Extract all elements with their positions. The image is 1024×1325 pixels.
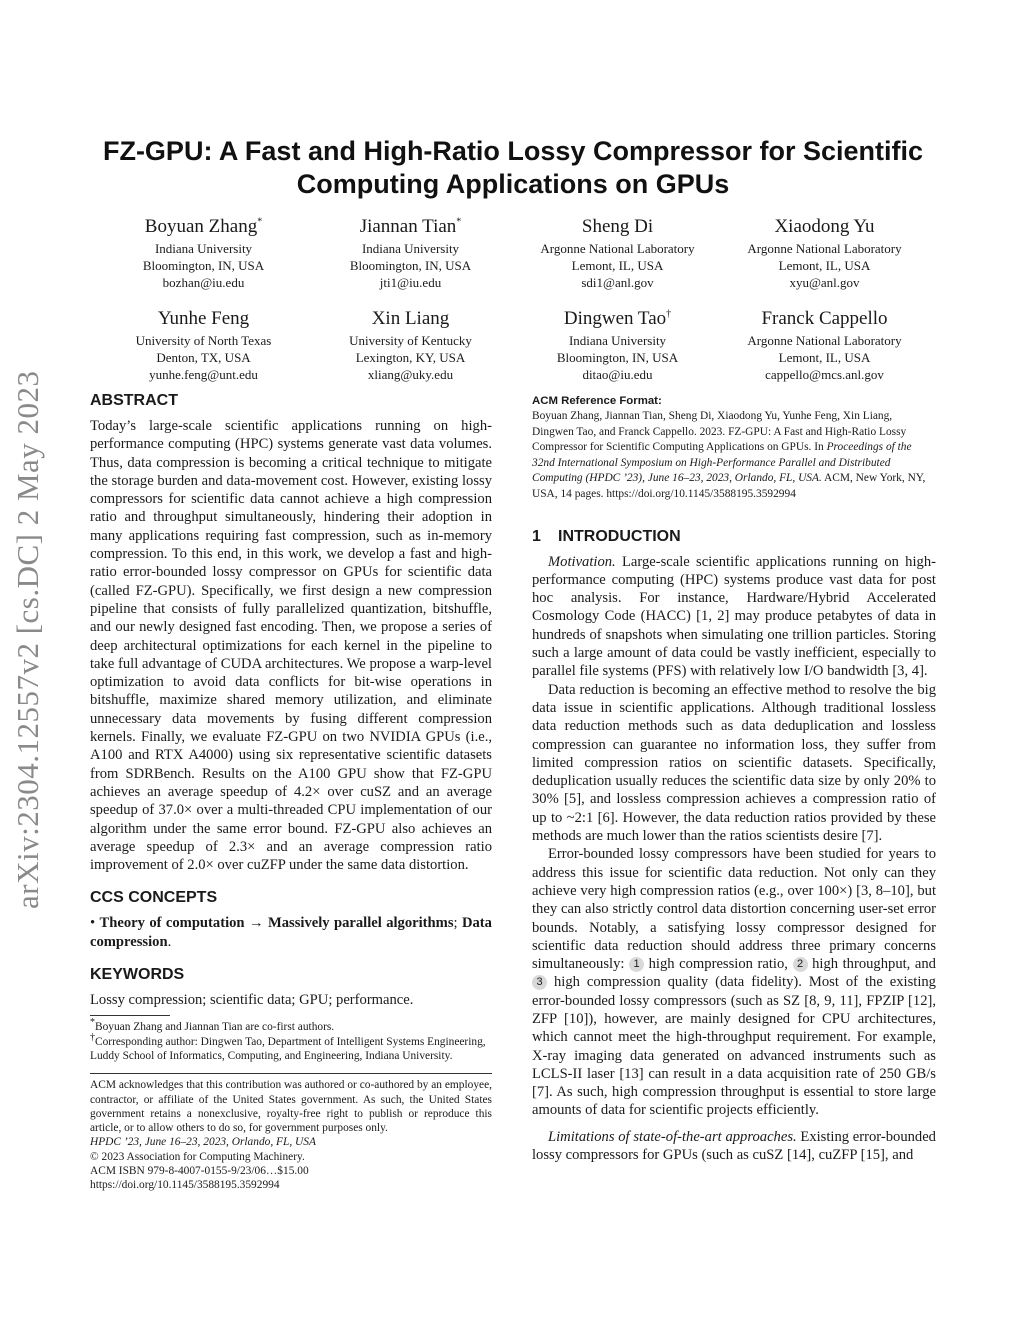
footnote-1: *Boyuan Zhang and Jiannan Tian are co-first authors.	[90, 1017, 335, 1034]
author-name: Sheng Di	[581, 216, 654, 237]
author-location: Lexington, KY, USA	[355, 350, 466, 365]
circled-number-3: 3	[532, 975, 547, 990]
author-affiliation: Indiana University	[154, 241, 253, 256]
author-email: jti1@iu.edu	[379, 275, 442, 290]
author-location: Bloomington, IN, USA	[142, 258, 265, 273]
acm-reference-text: Boyuan Zhang, Jiannan Tian, Sheng Di, Xiaodong Yu, Yunhe Feng, Xin Liang, Dingwen Tao, and Franck Cappello. 2023. FZ-GPU: A Fast and High-Ratio Lossy Compressor for Scientific Computing Applications on GPUs. In Proceedings of the 32nd International Symposium on High-Performance Parallel and Distributed Computing (HPDC ’23), June 16–23, 2023, Orlando, FL, USA. ACM, New York, NY, USA, 14 pages. https://doi.org/10.1145/3588195.3592994	[532, 410, 926, 500]
author-location: Lemont, IL, USA	[778, 258, 871, 273]
acm-venue: HPDC ’23, June 16–23, 2023, Orlando, FL, USA	[90, 1136, 316, 1149]
author-email: yunhe.feng@unt.edu	[149, 367, 258, 382]
footnote-2: †Corresponding author: Dingwen Tao, Department of Intelligent Systems Engineering, Luddy School of Informatics, Computing, and Engineering, Indiana University.	[90, 1031, 486, 1062]
author-block	[307, 214, 514, 291]
author-block	[100, 306, 307, 383]
author-email: xliang@uky.edu	[367, 367, 454, 382]
author-location: Bloomington, IN, USA	[349, 258, 472, 273]
left-column	[90, 391, 492, 1193]
acm-copyright: © 2023 Association for Computing Machinery.	[90, 1150, 305, 1163]
author-email: ditao@iu.edu	[582, 367, 653, 382]
acm-isbn: ACM ISBN 979-8-4007-0155-9/23/06…$15.00	[90, 1164, 309, 1177]
ccs-heading: CCS CONCEPTS	[90, 889, 218, 907]
author-location: Lemont, IL, USA	[571, 258, 664, 273]
intro-paragraph-3: Error-bounded lossy compressors have been studied for years to address this issue for scientific data reduction. Not only can they achieve very high compression ratios (e.g., over 100×) [3, 8–10], but they can also strictly control data distortion concerning user-set error bounds. Notably, a satisfying lossy compressor designed for scientific data reduction should address three primary concerns simultaneously: 1 high compression ratio, 2 high throughput, and 3 high compression quality (data fidelity). Most of the existing error-bounded lossy compressors (such as SZ [8, 9, 11], FPZIP [12], ZFP [10]), however, are mainly designed for CPU architectures, which cannot meet the high-throughput requirement. For example, X-ray imaging data generated on advanced instruments such as LCLS-II laser [13] can result in a data acquisition rate of 250 GB/s [7]. As such, high compression throughput is essential to store large amounts of data for scientific projects efficiently.	[532, 846, 936, 1119]
acm-doi-link[interactable]: https://doi.org/10.1145/3588195.3592994	[90, 1179, 280, 1192]
author-affiliation: University of North Texas	[135, 333, 272, 348]
abstract-heading: ABSTRACT	[90, 392, 178, 409]
author-block	[721, 214, 928, 291]
author-block	[721, 306, 928, 383]
author-location: Bloomington, IN, USA	[556, 350, 679, 365]
author-affiliation: Indiana University	[568, 333, 667, 348]
intro-paragraph-1: Motivation. Large-scale scientific applications running on high-performance computing (HPC) systems produce vast data for post hoc analysis. For instance, Hardware/Hybrid Accelerated Cosmology Code (HACC) [1, 2] may produce petabytes of data in hundreds of snapshots when simulating one trillion particles. Storing such a large amount of data could be vastly inefficient, especially to parallel file systems (PFS) with relatively low I/O bandwidth [3, 4].	[532, 553, 936, 680]
author-block	[307, 306, 514, 383]
author-name: Dingwen Tao†	[563, 308, 672, 329]
intro-paragraph-4: Limitations of state-of-the-art approaches. Existing error-bounded lossy compressors for GPUs (such as cuSZ [14], cuZFP [15], and	[532, 1128, 936, 1164]
footnote-rule	[90, 1015, 170, 1016]
author-block	[100, 214, 307, 291]
author-location: Denton, TX, USA	[156, 350, 251, 365]
circled-number-2: 2	[793, 957, 808, 972]
author-affiliation: Indiana University	[361, 241, 460, 256]
author-location: Lemont, IL, USA	[778, 350, 871, 365]
section-heading-introduction: 1 INTRODUCTION	[532, 527, 681, 545]
author-block	[514, 214, 721, 291]
author-affiliation: University of Kentucky	[349, 333, 472, 348]
author-block	[514, 306, 721, 383]
author-name: Xiaodong Yu	[774, 216, 875, 237]
acm-reference-heading: ACM Reference Format:	[532, 395, 662, 407]
author-row-2	[100, 306, 928, 383]
author-affiliation: Argonne National Laboratory	[747, 333, 902, 348]
right-column	[532, 394, 936, 1164]
keywords-text: Lossy compression; scientific data; GPU; performance.	[90, 992, 414, 1009]
ccs-concepts: • Theory of computation → Massively parallel algorithms; Data compression.	[90, 915, 492, 950]
author-name: Jiannan Tian*	[359, 216, 462, 237]
author-name: Franck Cappello	[761, 308, 888, 329]
acm-box-rule	[90, 1073, 492, 1074]
author-name: Boyuan Zhang*	[144, 216, 263, 237]
author-email: bozhan@iu.edu	[162, 275, 245, 290]
author-email: xyu@anl.gov	[789, 275, 860, 290]
author-email: cappello@mcs.anl.gov	[765, 367, 884, 382]
author-name: Yunhe Feng	[157, 308, 250, 329]
author-email: sdi1@anl.gov	[581, 275, 654, 290]
acm-acknowledgement: ACM acknowledges that this contribution was authored or co-authored by an employee, contractor, or affiliate of the United States government. As such, the United States government retains a nonexclusive, royalty-free right to publish or reproduce this article, or to allow others to do so, for government purposes only.	[90, 1079, 492, 1135]
arxiv-watermark: arXiv:2304.12557v2 [cs.DC] 2 May 2023	[10, 370, 45, 910]
author-name: Xin Liang	[371, 308, 450, 329]
author-row-1	[100, 214, 928, 291]
author-affiliation: Argonne National Laboratory	[540, 241, 695, 256]
paper-title: FZ-GPU: A Fast and High-Ratio Lossy Compressor for Scientific Computing Applications on GPUs	[102, 136, 924, 199]
keywords-heading: KEYWORDS	[90, 966, 185, 984]
author-affiliation: Argonne National Laboratory	[747, 241, 902, 256]
circled-number-1: 1	[629, 957, 644, 972]
abstract-text: Today’s large-scale scientific applications running on high-performance computing (HPC) systems generate vast data volumes. Thus, data compression is becoming a critical technique to mitigate the storage burden and data-movement cost. However, existing lossy compressors for scientific data cannot achieve a high compression ratio and throughput simultaneously, hindering their adoption in many applications requiring fast compression, such as in-memory compression. To this end, in this work, we develop a fast and high-ratio error-bounded lossy compressor on GPUs for scientific data (called FZ-GPU). Specifically, we first design a new compression pipeline that consists of fully parallelized quantization, bitshuffle, and our newly designed fast encoding. Then, we propose a series of deep architectural optimizations for each kernel in the pipeline to take full advantage of CUDA architectures. We propose a warp-level optimization to avoid data conflicts for bit-wise operations in bitshuffle, maximize shared memory utilization, and eliminate unnecessary data movements by fusing different compression kernels. Finally, we evaluate FZ-GPU on two NVIDIA GPUs (i.e., A100 and RTX A4000) using six representative scientific datasets from SDRBench. Results on the A100 GPU show that FZ-GPU achieves an average speedup of 4.2× over cuSZ and an average speedup of 37.0× over a multi-threaded CPU implementation of our algorithm under the same error bound. FZ-GPU also achieves an average speedup of 2.3× and an average compression ratio improvement of 2.0× over cuZFP under the same data distortion.	[90, 418, 492, 874]
intro-paragraph-2: Data reduction is becoming an effective method to resolve the big data issue in scientific applications. Although traditional lossless data reduction methods such as data deduplication and lossless compression can guarantee no information loss, they suffer from limited compression ratios on scientific datasets. Specifically, deduplication usually reduces the scientific data size by only 20% to 30% [5], and lossless compression achieves a compression ratio of up to ~2:1 [6]. However, the data reduction ratios provided by these methods are much lower than the ratios scientists desire [7].	[532, 681, 936, 845]
